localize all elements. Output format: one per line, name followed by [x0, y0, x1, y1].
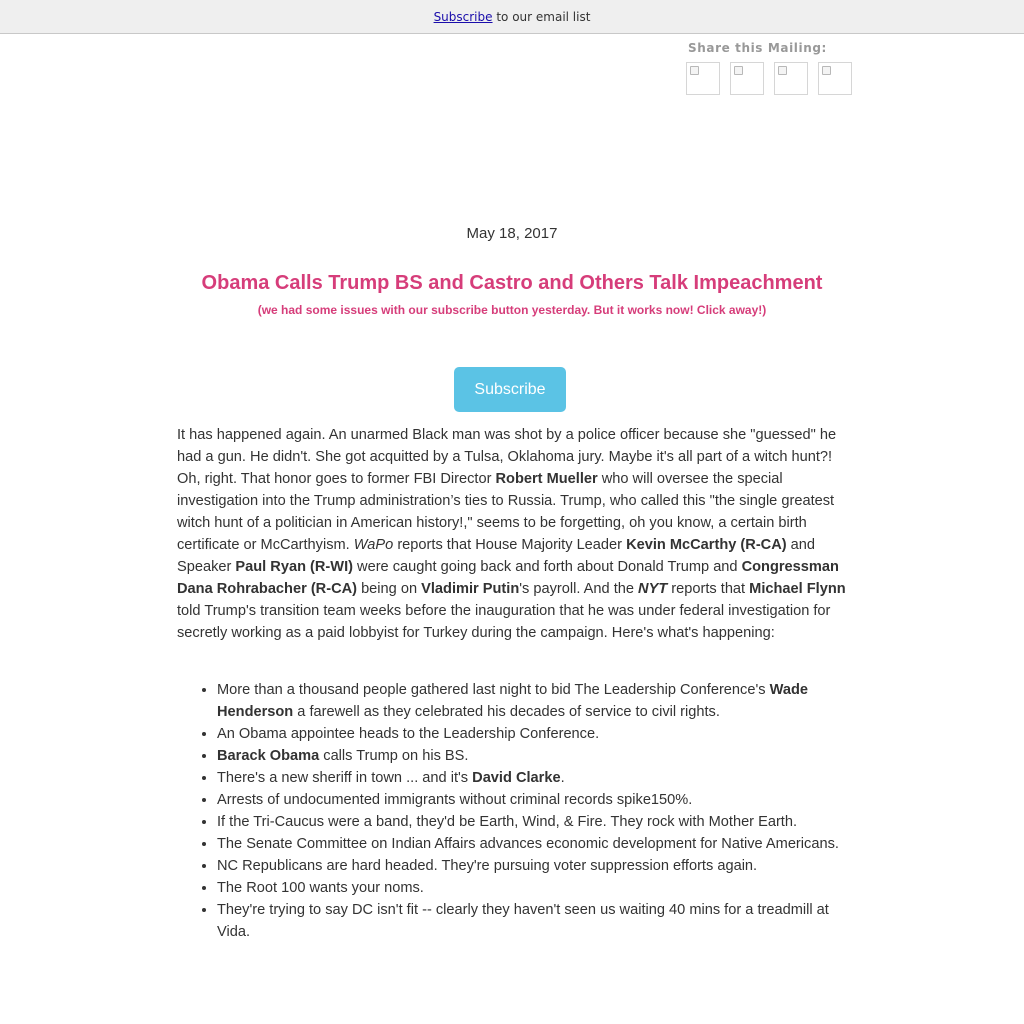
subscribe-link-suffix: to our email list: [492, 10, 591, 24]
intro-bold-name: Vladimir Putin: [421, 581, 520, 597]
list-item: [217, 899, 847, 943]
intro-text: reports that House Majority Leader: [393, 537, 627, 553]
facebook-share-icon[interactable]: [686, 62, 720, 95]
share-icons: [686, 62, 856, 95]
intro-bold-name: Paul Ryan (R-WI): [235, 559, 353, 575]
top-bar: [0, 0, 1024, 34]
share-panel: [686, 40, 856, 95]
list-item: [217, 767, 847, 789]
subscribe-link[interactable]: Subscribe: [433, 10, 493, 24]
intro-paragraph: [177, 424, 847, 644]
list-item-text: There's a new sheriff in town ... and it's: [217, 770, 473, 786]
list-item-text: An Obama appointee heads to the Leadership Conference.: [217, 726, 600, 742]
list-item-text: They're trying to say DC isn't fit -- clearly they haven't seen us waiting 40 mins for a treadmill at Vida.: [217, 902, 829, 940]
mailing-date: May 18, 2017: [466, 225, 558, 242]
broken-image-icon: [822, 66, 831, 75]
list-item: [217, 679, 847, 723]
headline: Obama Calls Trump BS and Castro and Others Talk Impeachment: [201, 272, 823, 294]
list-item-text: More than a thousand people gathered last night to bid The Leadership Conference's: [217, 682, 770, 698]
intro-text: who will oversee the special investigation into the Trump administration’s ties to Russia. Trump, who called this "the single greatest witch hunt of a politician in American history!," seems to be forgetting, oh you know, a certain birth certificate or McCarthyism.: [177, 471, 835, 553]
list-item-text: .: [560, 770, 565, 786]
broken-image-icon: [690, 66, 699, 75]
intro-bold-name: Kevin McCarthy (R-CA): [626, 537, 787, 553]
linkedin-share-icon[interactable]: [774, 62, 808, 95]
broken-image-icon: [778, 66, 787, 75]
intro-text: and Speaker: [177, 537, 816, 575]
list-item-text: The Root 100 wants your noms.: [217, 880, 424, 896]
intro-bold-name: Robert Mueller: [495, 471, 598, 487]
broken-image-icon: [734, 66, 743, 75]
subscribe-button[interactable]: Subscribe: [454, 367, 566, 412]
intro-text: were caught going back and forth about Donald Trump and: [352, 559, 742, 575]
share-title: Share this Mailing:: [688, 41, 827, 55]
list-item-text: NC Republicans are hard headed. They're pursuing voter suppression efforts again.: [217, 858, 758, 874]
intro-text: reports that: [667, 581, 750, 597]
intro-text: It has happened again. An unarmed Black man was shot by a police officer because she "guessed" he had a gun. He didn't. She got acquitted by a Tulsa, Oklahoma jury. Maybe it's all part of a witch hunt?! Oh, right. That honor goes to former FBI Director: [177, 427, 837, 487]
intro-text: being on: [357, 581, 422, 597]
list-item-bold: David Clarke: [472, 770, 561, 786]
twitter-share-icon[interactable]: [730, 62, 764, 95]
list-item: [217, 723, 847, 745]
list-item: [217, 855, 847, 877]
list-item-text: Arrests of undocumented immigrants without criminal records spike150%.: [217, 792, 693, 808]
intro-bold-name: Michael Flynn: [749, 581, 846, 597]
list-item: [217, 745, 847, 767]
list-item: [217, 877, 847, 899]
list-item-text: The Senate Committee on Indian Affairs advances economic development for Native Americans.: [217, 836, 839, 852]
list-item: [217, 811, 847, 833]
list-item-text: calls Trump on his BS.: [319, 748, 469, 764]
list-item: [217, 789, 847, 811]
list-item-bold: Barack Obama: [217, 748, 320, 764]
list-item-text: If the Tri-Caucus were a band, they'd be Earth, Wind, & Fire. They rock with Mother Earth.: [217, 814, 798, 830]
news-list: [177, 679, 847, 943]
intro-text: told Trump's transition team weeks before the inauguration that he was under federal investigation for secretly working as a paid lobbyist for Turkey during the campaign. Here's what's happening:: [177, 603, 831, 641]
intro-italic-source: WaPo: [353, 537, 394, 553]
subheadline: (we had some issues with our subscribe button yesterday. But it works now! Click away!): [257, 303, 767, 317]
email-share-icon[interactable]: [818, 62, 852, 95]
list-item-text: a farewell as they celebrated his decades of service to civil rights.: [293, 704, 720, 720]
intro-bold-name: Congressman Dana Rohrabacher (R-CA): [177, 559, 839, 597]
intro-bold-italic-source: NYT: [638, 581, 668, 597]
intro-text: 's payroll. And the: [519, 581, 639, 597]
list-item-bold: Wade Henderson: [217, 682, 808, 720]
list-item: [217, 833, 847, 855]
